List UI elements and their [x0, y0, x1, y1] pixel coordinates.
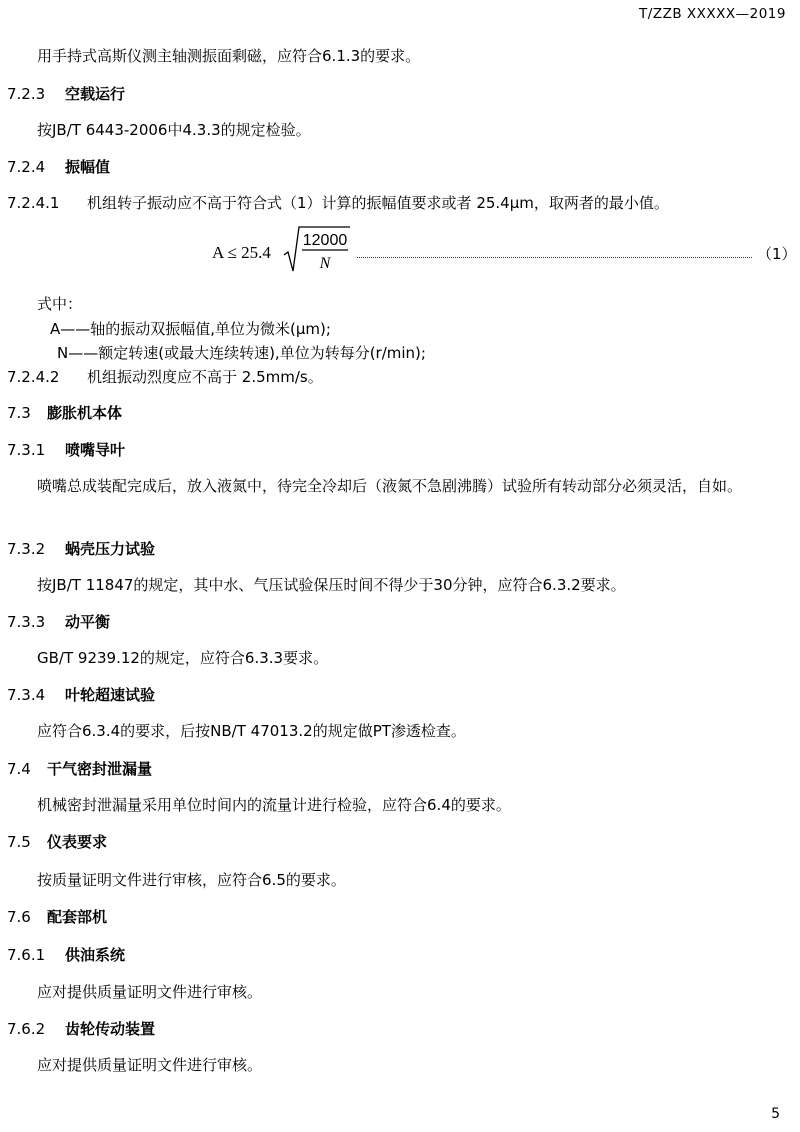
- paragraph-dynamic-balance: GB/T 9239.12的规定，应符合6.3.3要求。: [37, 649, 329, 667]
- section-number: 7.3.1: [7, 441, 46, 459]
- paragraph-residual-magnetism: 用手持式高斯仪测主轴测振面剩磁，应符合6.1.3的要求。: [37, 47, 421, 65]
- clause-7-2-4-1: [7, 193, 669, 213]
- section-number: 7.3.3: [7, 613, 46, 631]
- section-heading-7-6-1: [7, 945, 125, 965]
- clause-number: 7.2.4.2: [7, 368, 60, 386]
- section-number: 7.3.2: [7, 540, 46, 558]
- paragraph-oil-system: 应对提供质量证明文件进行审核。: [37, 983, 263, 1001]
- clause-7-2-4-2: [7, 367, 323, 387]
- paragraph-seal-leakage: 机械密封泄漏量采用单位时间内的流量计进行检验，应符合6.4的要求。: [37, 796, 511, 814]
- dot-leader: [357, 243, 752, 258]
- section-heading-7-3-2: [7, 539, 155, 559]
- section-heading-7-5: [7, 832, 107, 852]
- clause-text: 机组转子振动应不高于符合式（1）计算的振幅值要求或者 25.4μm，取两者的最小值。: [87, 194, 669, 212]
- section-heading-7-3: [7, 403, 122, 423]
- section-title: 仪表要求: [47, 833, 108, 851]
- definition-n: N——额定转速(或最大连续转速),单位为转每分(r/min);: [57, 344, 426, 362]
- section-heading-7-2-3: [7, 84, 125, 104]
- section-number: 7.3.4: [7, 686, 46, 704]
- section-heading-7-2-4: [7, 157, 110, 177]
- paragraph-gear-drive: 应对提供质量证明文件进行审核。: [37, 1056, 263, 1074]
- amplitude-formula: [212, 225, 352, 275]
- section-title: 空载运行: [65, 85, 126, 103]
- section-number: 7.4: [7, 760, 31, 778]
- paragraph-no-load-run: 按JB/T 6443-2006中4.3.3的规定检验。: [37, 121, 311, 139]
- section-heading-7-4: [7, 759, 152, 779]
- section-title: 动平衡: [65, 613, 111, 631]
- section-number: 7.2.3: [7, 85, 46, 103]
- section-title: 齿轮传动装置: [65, 1020, 156, 1038]
- section-heading-7-6-2: [7, 1019, 155, 1039]
- equation-number: （1）: [757, 245, 797, 263]
- where-label: 式中：: [37, 295, 83, 313]
- section-heading-7-6: [7, 907, 107, 927]
- section-number: 7.3: [7, 404, 31, 422]
- definition-a: A——轴的振动双振幅值,单位为微米(μm);: [50, 320, 331, 338]
- page-number: 5: [771, 1106, 780, 1122]
- formula-lhs: A ≤ 25.4: [212, 243, 271, 262]
- clause-text: 机组振动烈度应不高于 2.5mm/s。: [87, 368, 323, 386]
- section-title: 振幅值: [65, 158, 111, 176]
- section-title: 供油系统: [65, 946, 126, 964]
- section-title: 配套部机: [47, 908, 108, 926]
- paragraph-volute-pressure: 按JB/T 11847的规定，其中水、气压试验保压时间不得少于30分钟，应符合6.3.2要求。: [37, 576, 626, 594]
- section-number: 7.6.2: [7, 1020, 46, 1038]
- section-heading-7-3-3: [7, 612, 110, 632]
- section-number: 7.2.4: [7, 158, 46, 176]
- section-number: 7.6: [7, 908, 31, 926]
- section-title: 膨胀机本体: [47, 404, 123, 422]
- formula-numerator: 12000: [302, 232, 348, 249]
- document-id-header: T/ZZB XXXXX—2019: [639, 6, 786, 22]
- section-number: 7.5: [7, 833, 31, 851]
- section-title: 喷嘴导叶: [65, 441, 126, 459]
- section-number: 7.6.1: [7, 946, 46, 964]
- section-title: 干气密封泄漏量: [47, 760, 153, 778]
- clause-number: 7.2.4.1: [7, 194, 60, 212]
- section-title: 蜗壳压力试验: [65, 540, 156, 558]
- section-title: 叶轮超速试验: [65, 686, 156, 704]
- section-heading-7-3-4: [7, 685, 155, 705]
- formula-denominator: N: [319, 255, 331, 272]
- paragraph-instruments: 按质量证明文件进行审核，应符合6.5的要求。: [37, 871, 346, 889]
- paragraph-nozzle-assembly: 喷嘴总成装配完成后，放入液氮中，待完全冷却后（液氮不急剧沸腾）试验所有转动部分必须灵活，自如。: [37, 477, 743, 495]
- paragraph-impeller-overspeed: 应符合6.3.4的要求，后按NB/T 47013.2的规定做PT渗透检查。: [37, 722, 466, 740]
- section-heading-7-3-1: [7, 440, 125, 460]
